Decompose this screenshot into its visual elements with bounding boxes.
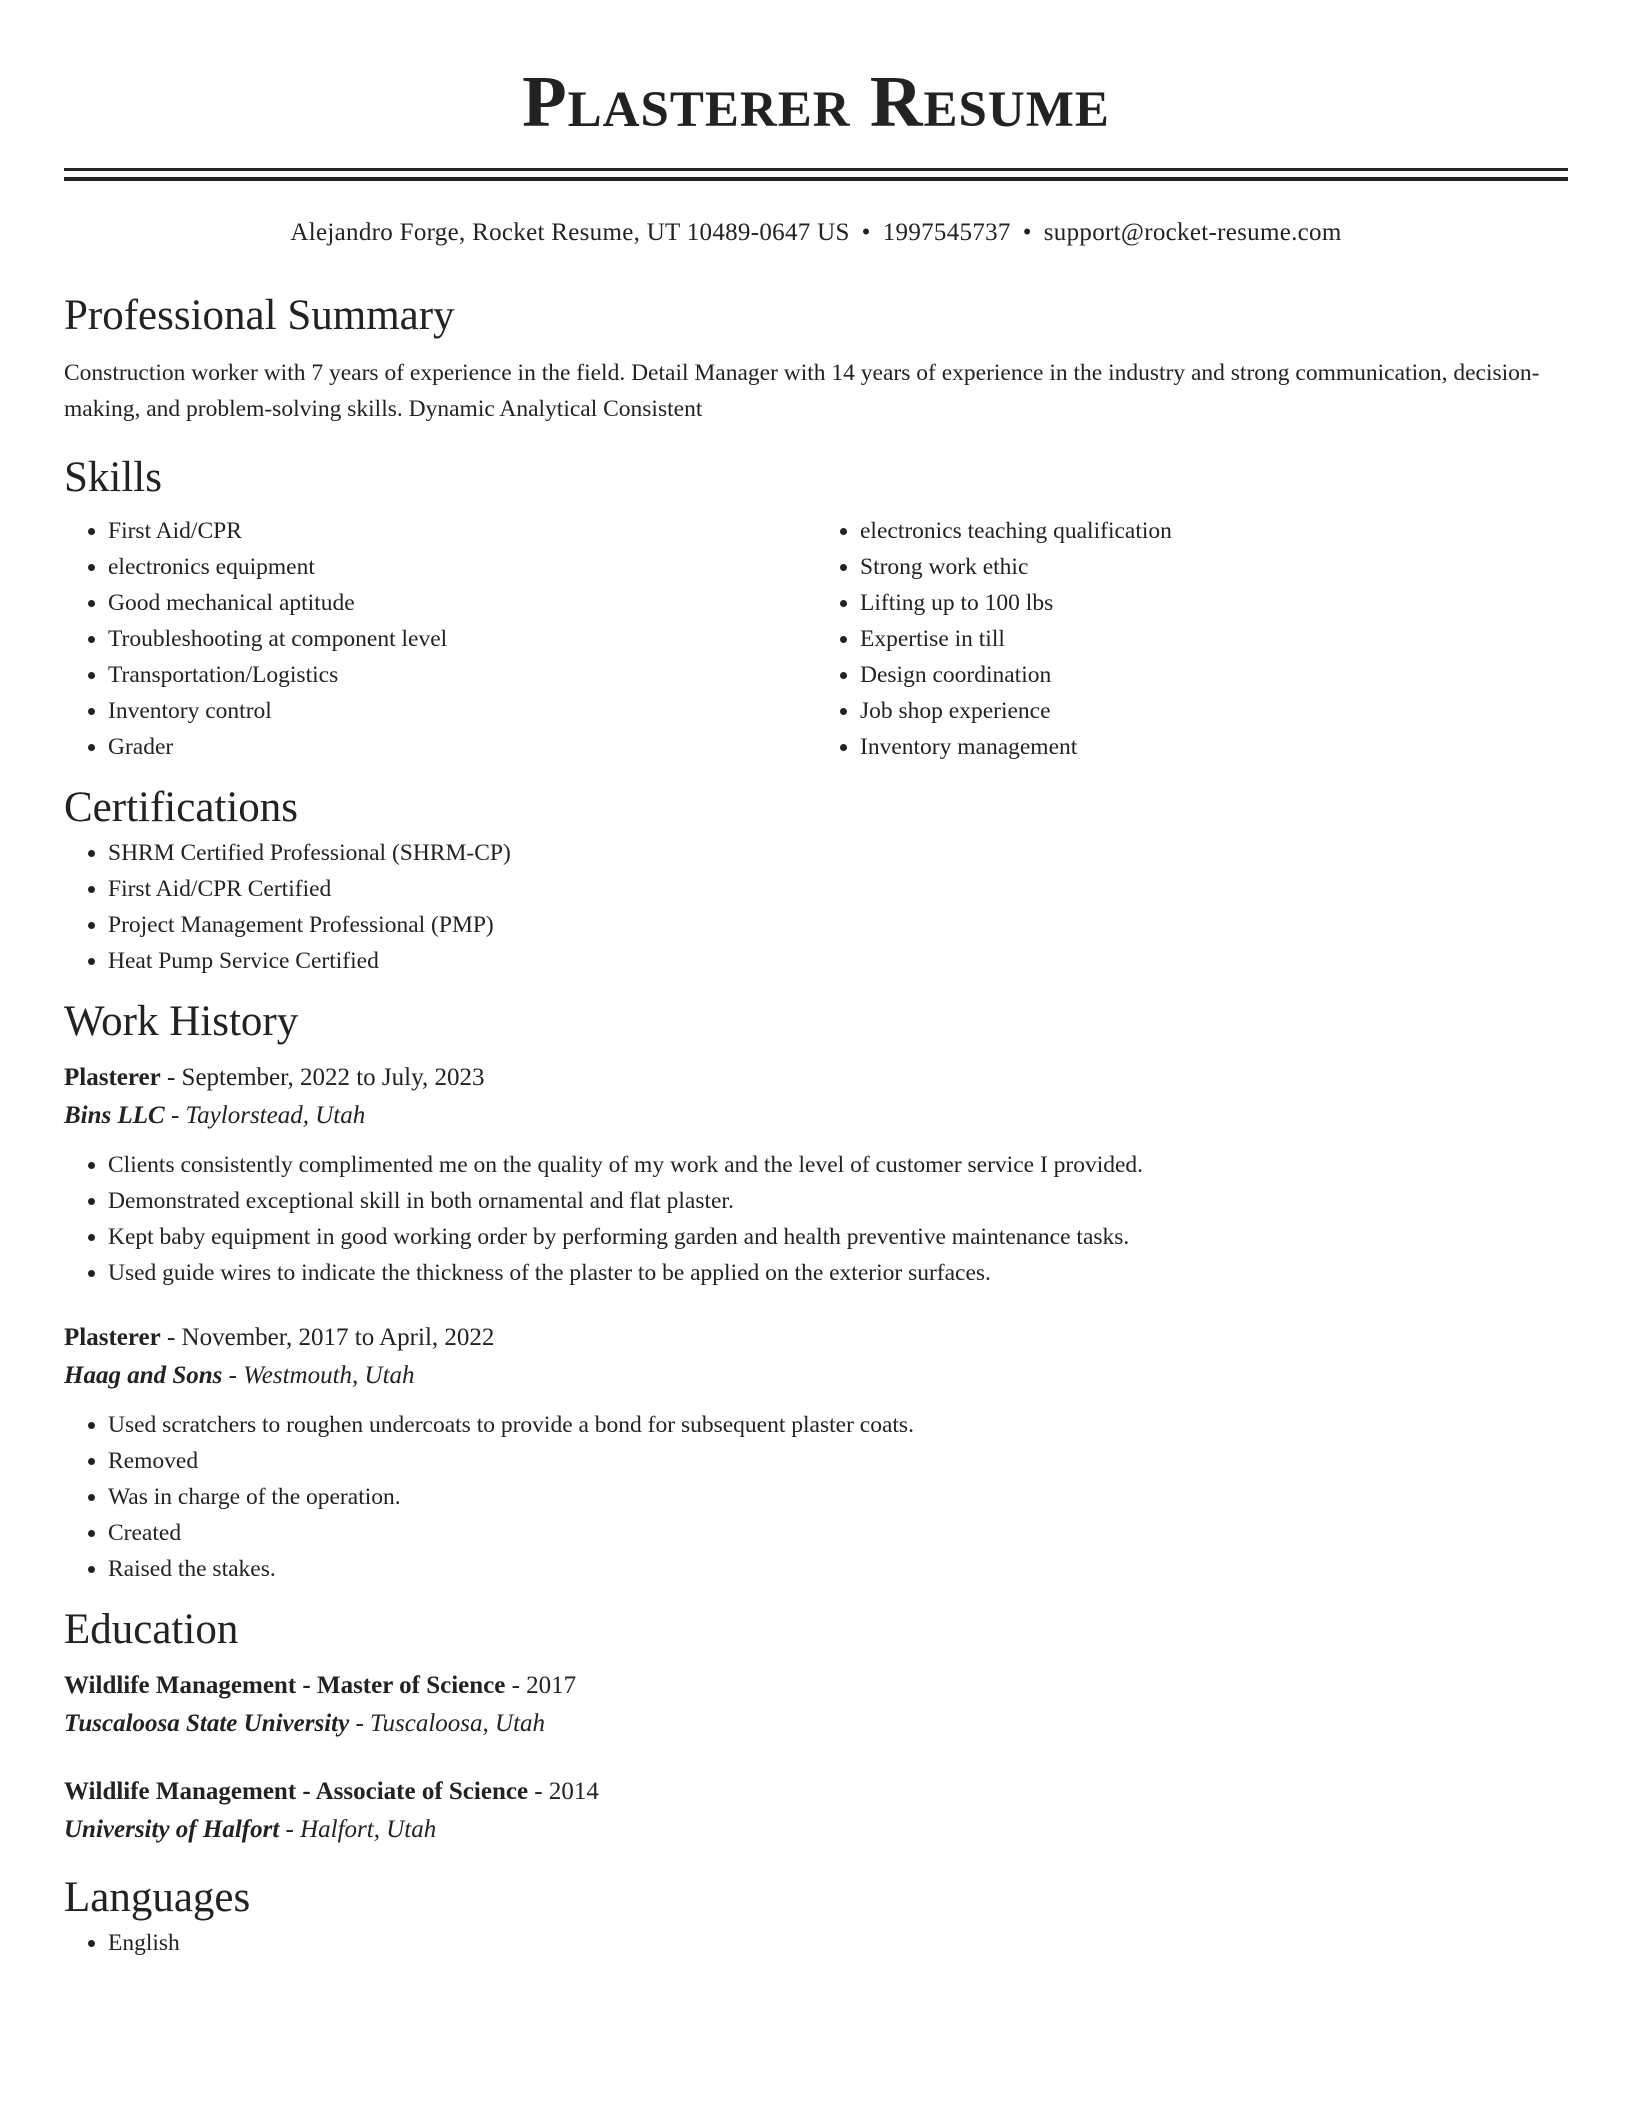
job-bullets: [64, 1407, 1568, 1587]
resume-title: Plasterer Resume: [522, 61, 1110, 142]
job-dates: - September, 2022 to July, 2023: [160, 1064, 485, 1091]
skills-column-left: [64, 513, 816, 765]
education-year: - 2017: [505, 1672, 577, 1699]
education-year: - 2014: [528, 1778, 599, 1805]
summary-text: Construction worker with 7 years of experience in the field. Detail Manager with 14 years of experience in the industry and strong communication, decision-making, and problem-solving skills. Dynamic Analytical Consistent: [64, 360, 1540, 422]
job-bullet: • Was in charge of the operation.: [108, 1479, 1568, 1515]
job-title: Plasterer: [64, 1324, 161, 1351]
education-heading: Education: [64, 1606, 239, 1653]
skill-item: • Job shop experience: [860, 693, 1568, 729]
education-school: University of Halfort: [64, 1816, 280, 1843]
education-degree: Wildlife Management - Associate of Science: [64, 1778, 529, 1805]
job-bullet: • Raised the stakes.: [108, 1551, 1568, 1587]
job-entry: [64, 1059, 1568, 1291]
certifications-heading: Certifications: [64, 784, 299, 831]
education-school-line: [64, 1705, 1568, 1743]
job-title-line: [64, 1319, 1568, 1357]
job-entry: [64, 1319, 1568, 1587]
skills-grid: [64, 513, 1568, 765]
skills-heading: Skills: [64, 454, 162, 501]
certification-item: • First Aid/CPR Certified: [108, 871, 1568, 907]
skill-item: • Lifting up to 100 lbs: [860, 585, 1568, 621]
job-bullet: • Demonstrated exceptional skill in both ornamental and flat plaster.: [108, 1183, 1568, 1219]
job-bullet: • Removed: [108, 1443, 1568, 1479]
skills-column-right: [816, 513, 1568, 765]
job-bullet: • Used scratchers to roughen undercoats to provide a bond for subsequent plaster coats.: [108, 1407, 1568, 1443]
education-degree-line: [64, 1773, 1568, 1811]
language-item: • English: [108, 1925, 1568, 1961]
job-company: Bins LLC: [64, 1102, 165, 1129]
work-history-heading: Work History: [64, 998, 299, 1045]
languages-heading: Languages: [64, 1874, 251, 1921]
education-school-line: [64, 1811, 1568, 1849]
job-company-line: [64, 1357, 1568, 1395]
job-bullets: [64, 1147, 1568, 1291]
job-bullet: • Created: [108, 1515, 1568, 1551]
contact-phone: 1997545737: [882, 219, 1011, 246]
job-company-line: [64, 1097, 1568, 1135]
skills-list-right: [816, 513, 1568, 765]
contact-line: [64, 217, 1568, 249]
skill-item: • Transportation/Logistics: [108, 657, 816, 693]
skill-item: • Troubleshooting at component level: [108, 621, 816, 657]
certifications-list: [64, 835, 1568, 979]
summary-heading: Professional Summary: [64, 292, 455, 339]
certification-item: • SHRM Certified Professional (SHRM-CP): [108, 835, 1568, 871]
title-rule-bottom: [64, 177, 1568, 181]
job-location: - Westmouth, Utah: [222, 1362, 415, 1389]
contact-separator: •: [861, 219, 871, 246]
skill-item: • Strong work ethic: [860, 549, 1568, 585]
skill-item: • electronics equipment: [108, 549, 816, 585]
education-degree-line: [64, 1667, 1568, 1705]
certification-item: • Project Management Professional (PMP): [108, 907, 1568, 943]
skill-item: • Grader: [108, 729, 816, 765]
skill-item: • Good mechanical aptitude: [108, 585, 816, 621]
contact-email: support@rocket-resume.com: [1043, 219, 1342, 246]
job-bullet: • Clients consistently complimented me on the quality of my work and the level of customer service I provided.: [108, 1147, 1568, 1183]
education-location: - Tuscaloosa, Utah: [349, 1710, 546, 1737]
skill-item: • Inventory control: [108, 693, 816, 729]
job-company: Haag and Sons: [64, 1362, 223, 1389]
contact-address: Alejandro Forge, Rocket Resume, UT 10489-0647 US: [290, 219, 850, 246]
skill-item: • electronics teaching qualification: [860, 513, 1568, 549]
skill-item: • Expertise in till: [860, 621, 1568, 657]
contact-separator: •: [1022, 219, 1032, 246]
job-title: Plasterer: [64, 1064, 161, 1091]
skills-list-left: [64, 513, 816, 765]
job-bullet: • Used guide wires to indicate the thickness of the plaster to be applied on the exterior surfaces.: [108, 1255, 1568, 1291]
education-degree: Wildlife Management - Master of Science: [64, 1672, 506, 1699]
education-school: Tuscaloosa State University: [64, 1710, 350, 1737]
job-title-line: [64, 1059, 1568, 1097]
skill-item: • Design coordination: [860, 657, 1568, 693]
certification-item: • Heat Pump Service Certified: [108, 943, 1568, 979]
education-entry: [64, 1667, 1568, 1743]
languages-list: [64, 1925, 1568, 1961]
title-rule-top: [64, 168, 1568, 171]
job-bullet: • Kept baby equipment in good working order by performing garden and health preventive maintenance tasks.: [108, 1219, 1568, 1255]
job-dates: - November, 2017 to April, 2022: [160, 1324, 495, 1351]
education-entry: [64, 1773, 1568, 1849]
job-location: - Taylorstead, Utah: [164, 1102, 366, 1129]
skill-item: • Inventory management: [860, 729, 1568, 765]
education-location: - Halfort, Utah: [279, 1816, 437, 1843]
skill-item: • First Aid/CPR: [108, 513, 816, 549]
